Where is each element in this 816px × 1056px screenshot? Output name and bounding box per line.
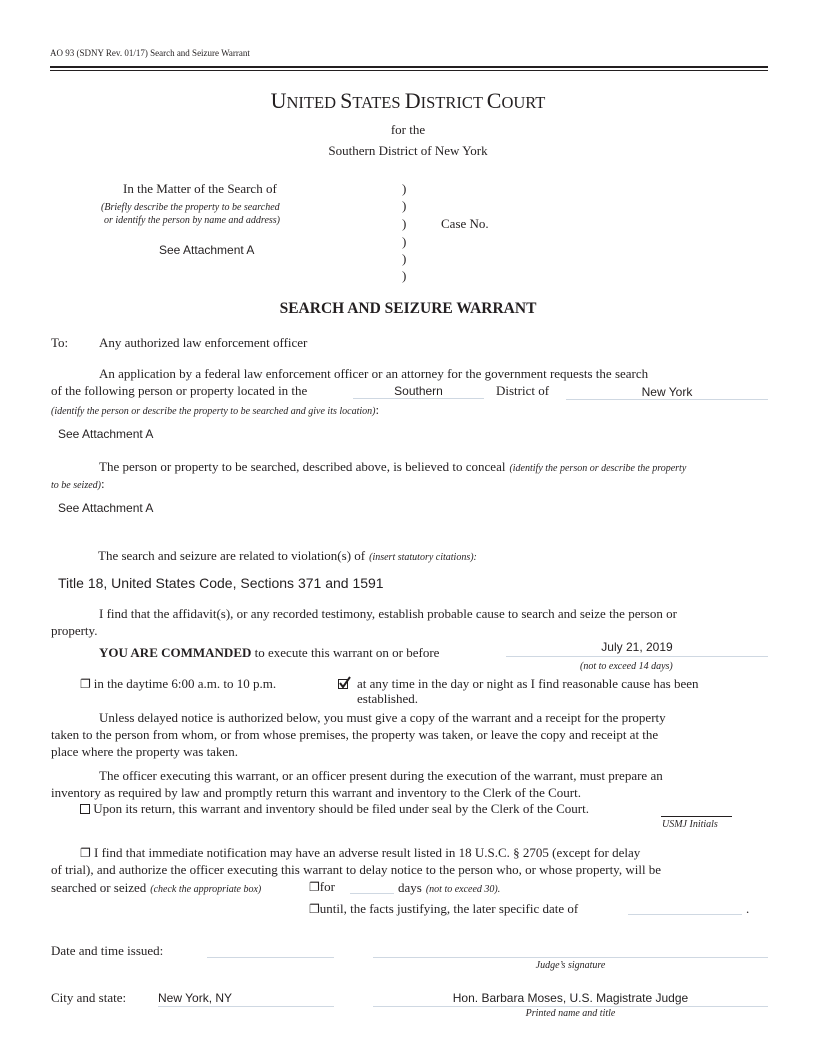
- application-hint: (identify the person or describe the property to be searched and give its location):: [51, 402, 380, 417]
- header-rule-thick: [50, 66, 768, 68]
- command-line: YOU ARE COMMANDED to execute this warrant on or before: [99, 645, 440, 660]
- for-the: for the: [390, 122, 426, 137]
- conceal-value: See Attachment A: [58, 501, 154, 515]
- paren: ): [402, 251, 407, 266]
- conceal-line-1: The person or property to be searched, described above, is believed to conceal (identify the person or describe the property: [99, 459, 687, 474]
- to-label: To:: [51, 335, 69, 350]
- notification-checkbox[interactable]: ❐: [80, 846, 91, 860]
- violation-value: Title 18, United States Code, Sections 371 and 1591: [58, 575, 384, 591]
- anytime-checkbox[interactable]: [338, 676, 349, 694]
- seal-checkbox[interactable]: [80, 804, 90, 814]
- date-issued-label: Date and time issued:: [51, 943, 164, 958]
- daytime-checkbox[interactable]: ❐: [80, 677, 91, 691]
- notification-line-1: ❐ I find that immediate notification may have an adverse result listed in 18 U.S.C. § 2705 (except for delay: [80, 845, 641, 860]
- judge-signature-label: Judge’s signature: [535, 960, 606, 971]
- until-period: .: [746, 901, 750, 916]
- matter-heading: In the Matter of the Search of: [123, 181, 277, 196]
- application-line-2: of the following person or property located in the: [51, 383, 308, 398]
- anytime-line-1: at any time in the day or night as I find reasonable cause has been: [357, 676, 699, 691]
- delayed-line-1: Unless delayed notice is authorized below, you must give a copy of the warrant and a receipt for the property: [99, 710, 666, 725]
- application-value: See Attachment A: [58, 427, 154, 441]
- district-field[interactable]: Southern: [353, 384, 484, 399]
- matter-hint-1: (Briefly describe the property to be searched: [101, 202, 280, 213]
- initials-line[interactable]: [661, 816, 732, 817]
- daytime-option[interactable]: ❐ in the daytime 6:00 a.m. to 10 p.m.: [80, 676, 277, 691]
- paren: ): [402, 181, 407, 196]
- date-issued-field[interactable]: [207, 957, 334, 958]
- application-line-1: An application by a federal law enforcement officer or an attorney for the government requests the search: [99, 366, 649, 381]
- delayed-line-2: taken to the person from whom, or from whose premises, the property was taken, or leave the copy and receipt at the: [51, 727, 659, 742]
- case-no-label: Case No.: [441, 216, 489, 231]
- inventory-line-2: inventory as required by law and promptly return this warrant and inventory to the Clerk of the Court.: [51, 785, 581, 800]
- until-checkbox[interactable]: ❐: [309, 902, 320, 916]
- district-of-label: District of: [496, 383, 550, 398]
- notification-line-2: of trial), and authorize the officer executing this warrant to delay notice to the person who, or whose property, will be: [51, 862, 662, 877]
- violation-line: The search and seizure are related to violation(s) of (insert statutory citations):: [98, 548, 477, 563]
- initials-label: USMJ Initials: [662, 819, 718, 830]
- judge-signature-field[interactable]: [373, 957, 768, 958]
- delayed-line-3: place where the property was taken.: [51, 744, 238, 759]
- finding-line-1: I find that the affidavit(s), or any recorded testimony, establish probable cause to search and seize the person or: [99, 606, 677, 621]
- conceal-line-2: to be seized):: [51, 476, 105, 491]
- city-state-field[interactable]: New York, NY: [158, 991, 334, 1007]
- matter-hint-2: or identify the person by name and address): [104, 215, 280, 226]
- header-rule-thin: [50, 70, 768, 71]
- court-title: UNITED STATES DISTRICT COURT: [270, 88, 546, 113]
- to-value: Any authorized law enforcement officer: [99, 335, 308, 350]
- printed-name-field[interactable]: Hon. Barbara Moses, U.S. Magistrate Judge: [373, 991, 768, 1007]
- until-date-field[interactable]: [628, 914, 742, 915]
- printed-name-label: Printed name and title: [525, 1008, 616, 1019]
- warrant-title: SEARCH AND SEIZURE WARRANT: [279, 300, 537, 317]
- until-option[interactable]: ❐until, the facts justifying, the later specific date of: [309, 901, 579, 916]
- notification-line-3: searched or seized (check the appropriate box): [51, 880, 262, 895]
- for-days-checkbox[interactable]: ❐: [309, 880, 320, 894]
- for-days-option[interactable]: ❐for: [309, 879, 335, 894]
- paren: ): [402, 234, 407, 249]
- city-state-label: City and state:: [51, 990, 127, 1005]
- date-hint: (not to exceed 14 days): [580, 661, 673, 672]
- matter-value: See Attachment A: [159, 243, 255, 257]
- anytime-line-2: established.: [357, 691, 419, 706]
- seal-option: Upon its return, this warrant and inventory should be filed under seal by the Clerk of the Court.: [80, 801, 589, 817]
- checked-box-icon: [338, 679, 349, 690]
- inventory-line-1: The officer executing this warrant, or an officer present during the execution of the warrant, must prepare an: [99, 768, 663, 783]
- paren: ): [402, 268, 407, 283]
- finding-line-2: property.: [51, 623, 98, 638]
- state-field[interactable]: New York: [566, 385, 768, 400]
- paren: ): [402, 216, 407, 231]
- days-label: days (not to exceed 30).: [398, 880, 501, 895]
- paren: ): [402, 198, 407, 213]
- days-field[interactable]: [350, 893, 394, 894]
- district-name: Southern District of New York: [328, 143, 488, 158]
- form-id: AO 93 (SDNY Rev. 01/17) Search and Seizure Warrant: [50, 48, 250, 58]
- execute-date-field[interactable]: July 21, 2019: [506, 640, 768, 657]
